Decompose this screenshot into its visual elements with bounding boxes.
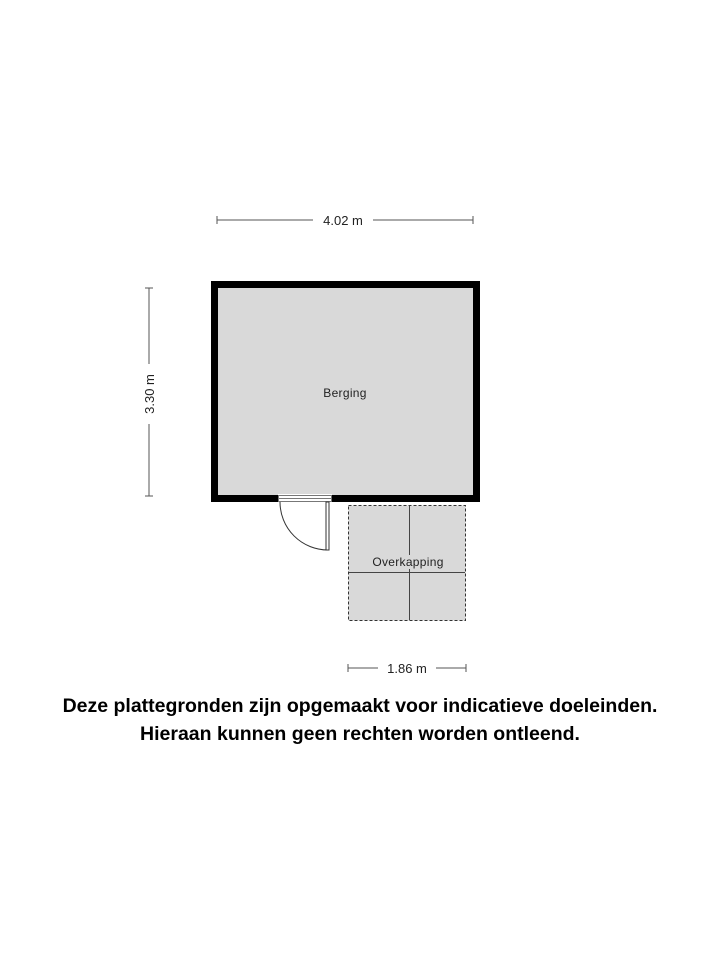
door (280, 502, 329, 550)
disclaimer-line-2: Hieraan kunnen geen rechten worden ontleend. (140, 723, 580, 745)
left-dimension (142, 288, 157, 496)
room-overkapping (349, 506, 466, 621)
room-label-berging: Berging (323, 386, 367, 400)
left-dimension-label: 3.30 m (142, 374, 157, 414)
room-label-overkapping: Overkapping (372, 555, 444, 569)
bottom-dimension (348, 661, 466, 676)
top-dimension-label: 4.02 m (323, 213, 363, 228)
door-swing-arc (280, 502, 328, 550)
top-dimension (217, 213, 473, 228)
door-leaf (326, 502, 329, 550)
disclaimer (0, 692, 720, 748)
room-berging (215, 285, 477, 503)
disclaimer-line-1: Deze plattegronden zijn opgemaakt voor indicatieve doeleinden. (62, 695, 658, 717)
bottom-dimension-label: 1.86 m (387, 661, 427, 676)
